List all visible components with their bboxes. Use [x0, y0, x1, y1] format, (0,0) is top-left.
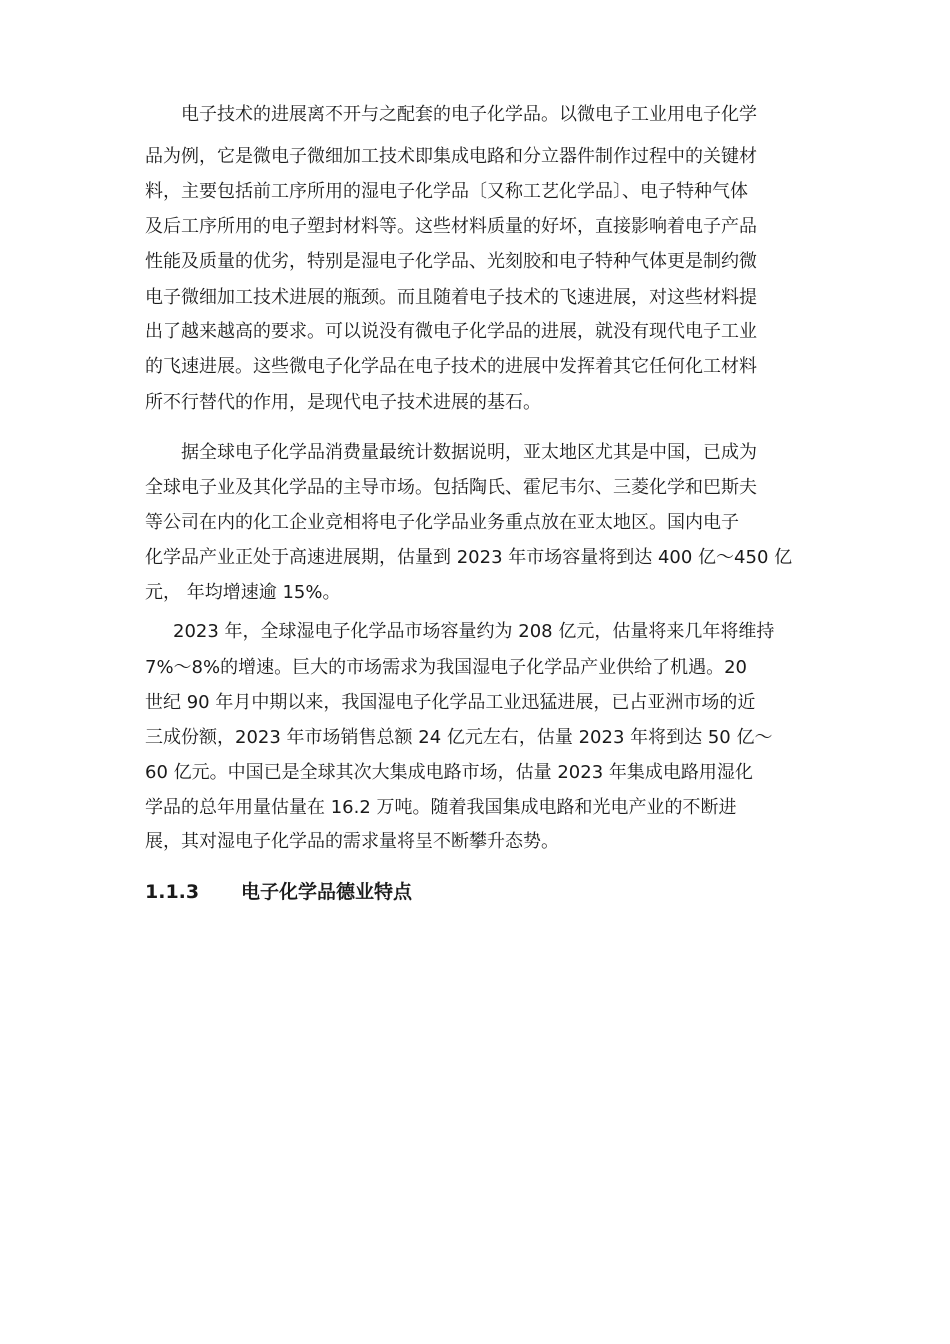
paragraph-3-line-5: 60 亿元。中国已是全球其次大集成电路市场，估量 2023 年集成电路用湿化 [145, 762, 753, 783]
section-title: 电子化学品德业特点 [241, 881, 413, 903]
paragraph-3-line-7: 展，其对湿电子化学品的需求量将呈不断攀升态势。 [145, 831, 559, 852]
paragraph-1-line-6: 电子微细加工技术进展的瓶颈。而且随着电子技术的飞速进展，对这些材料提 [145, 287, 757, 308]
paragraph-3-line-3: 世纪 90 年月中期以来，我国湿电子化学品工业迅猛进展，已占亚洲市场的近 [145, 692, 756, 713]
paragraph-1-line-7: 出了越来越高的要求。可以说没有微电子化学品的进展，就没有现代电子工业 [145, 321, 757, 342]
section-heading [145, 878, 412, 906]
paragraph-2-line-2: 全球电子业及其化学品的主导市场。包括陶氏、霍尼韦尔、三菱化学和巴斯夫 [145, 477, 757, 498]
paragraph-2-line-4: 化学品产业正处于高速进展期，估量到 2023 年市场容量将到达 400 亿～450 亿 [145, 547, 793, 568]
paragraph-1-line-3: 料，主要包括前工序所用的湿电子化学品〔又称工艺化学品〕、电子特种气体 [145, 181, 748, 202]
paragraph-1-line-8: 的飞速进展。这些微电子化学品在电子技术的进展中发挥着其它任何化工材料 [145, 356, 757, 377]
paragraph-3-line-4: 三成份额，2023 年市场销售总额 24 亿元左右，估量 2023 年将到达 50 亿～ [145, 727, 773, 748]
paragraph-3-line-1: 2023 年，全球湿电子化学品市场容量约为 208 亿元，估量将来几年将维持 [173, 621, 775, 642]
paragraph-1-line-2: 品为例，它是微电子微细加工技术即集成电路和分立器件制作过程中的关键材 [145, 146, 757, 167]
paragraph-1-line-1: 电子技术的进展离不开与之配套的电子化学品。以微电子工业用电子化学 [181, 104, 757, 125]
paragraph-2-line-5: 元， 年均增速逾 15%。 [145, 582, 341, 603]
paragraph-2-line-3: 等公司在内的化工企业竞相将电子化学品业务重点放在亚太地区。国内电子 [145, 512, 739, 533]
section-number: 1.1.3 [145, 881, 200, 903]
paragraph-1-line-4: 及后工序所用的电子塑封材料等。这些材料质量的好坏，直接影响着电子产品 [145, 216, 757, 237]
paragraph-1-line-9: 所不行替代的作用，是现代电子技术进展的基石。 [145, 392, 541, 413]
paragraph-3-line-6: 学品的总年用量估量在 16.2 万吨。随着我国集成电路和光电产业的不断进 [145, 797, 737, 818]
paragraph-2-line-1: 据全球电子化学品消费量最统计数据说明，亚太地区尤其是中国，已成为 [181, 442, 757, 463]
paragraph-1-line-5: 性能及质量的优劣，特别是湿电子化学品、光刻胶和电子特种气体更是制约微 [145, 251, 757, 272]
paragraph-3-line-2: 7%～8%的增速。巨大的市场需求为我国湿电子化学品产业供给了机遇。20 [145, 657, 748, 678]
